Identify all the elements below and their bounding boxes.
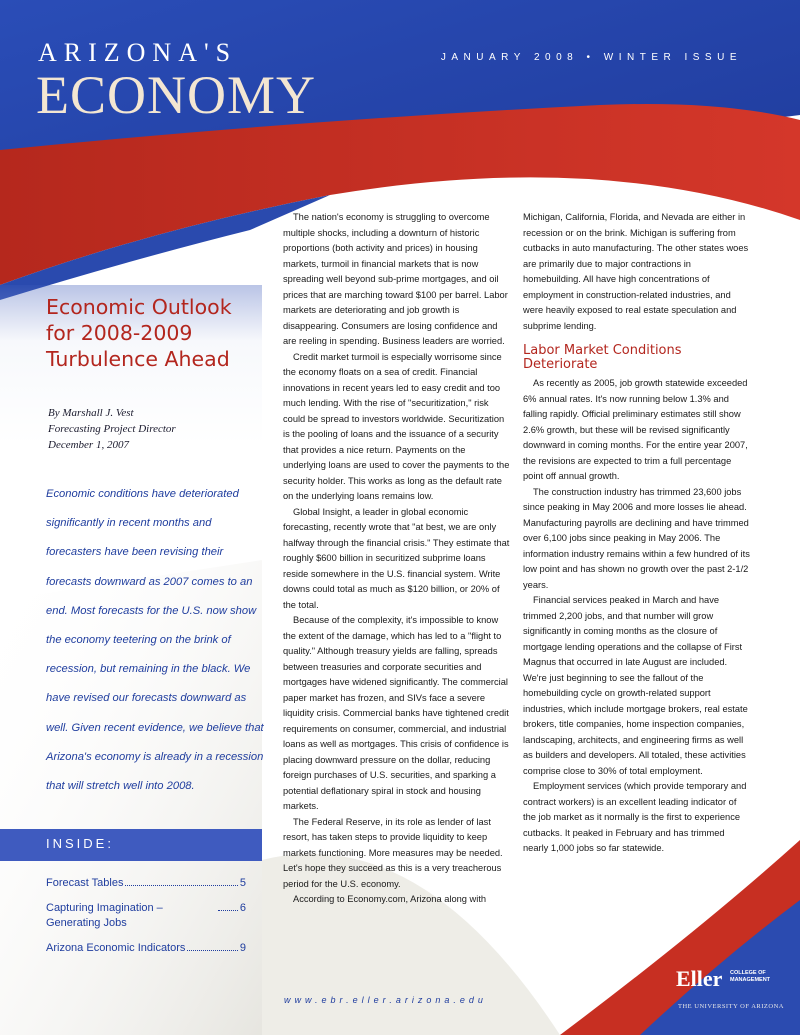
article-column-2 — [523, 210, 750, 857]
byline — [48, 405, 258, 453]
author-title: Forecasting Project Director — [48, 423, 176, 435]
paragraph: The construction industry has trimmed 23,600 jobs since peaking in May 2006 and more losses lie ahead. Manufacturing payrolls are declining and have trimmed over 6,100 jobs since peaking in May 2006. The information industry remains within a few hundred of its low point and has shown no growth over the past 2-1/2 years. — [523, 486, 750, 590]
paragraph: Financial services peaked in March and have trimmed 2,200 jobs, and that number will grow significantly in coming months as the closure of mortgage lending operations and the collapse of First Magnus that occurred in late August are included. We're just beginning to see the fallout of the homebuilding cycle on growth-related support industries, which include mortgage brokers, real estate brokers, title companies, home inspection companies, landscaping, architects, and engineering firms as well as builders and developers. All totaled, these activities comprise close to 30% of total employment. — [523, 595, 748, 776]
toc-leader — [125, 885, 237, 886]
headline-line: for 2008-2009 — [46, 321, 193, 345]
toc-title: Arizona Economic Indicators — [46, 942, 186, 954]
headline-line: Economic Outlook — [46, 295, 232, 319]
paragraph: The Federal Reserve, in its role as lender of last resort, has taken steps to provide liquidity to keep markets functioning. More measures may be needed. Let's hope they succeed as this is a very treacherous period for the U.S. economy. — [283, 816, 503, 889]
eller-logo: Eller — [676, 966, 723, 991]
eller-logo-subtitle: COLLEGE OF MANAGEMENT — [730, 970, 771, 983]
paragraph: Because of the complexity, it's impossible to know the extent of the damage, which has led to a "flight to quality." Although treasury yields are falling, spreads between treasuries and corporate securities and mortgages have widened significantly. The commercial paper market has frozen, and SIVs face a severe liquidity crisis. Commercial banks have tightened credit requirements on consumer, commercial, and industrial loans as well as mortgages. This crisis of confidence is placing downward pressure on the dollar, reducing foreign purchases of U.S. securities, and sparking a potential deflationary spiral in stock and housing markets. — [283, 615, 509, 811]
toc-page: 9 — [239, 942, 246, 954]
website-link[interactable]: www.ebr.eller.arizona.edu — [284, 995, 487, 1005]
headline-line: Turbulence Ahead — [46, 347, 230, 371]
section-heading-line: Deteriorate — [523, 357, 598, 372]
paragraph: According to Economy.com, Arizona along with — [293, 894, 487, 904]
toc-page: 6 — [239, 902, 246, 914]
toc-title: Forecast Tables — [46, 877, 124, 889]
toc-page: 5 — [239, 877, 246, 889]
article-summary: Economic conditions have deteriorated significantly in recent months and forecasters have been revising their forecasts downward as 2007 comes to an end. Most forecasts for the U.S. now show the economy teetering on the brink of recession, but remaining in the black. We have revised our forecasts downward as well. Given recent evidence, we believe that Arizona's economy is already in a recession that will stretch well into 2008. — [46, 488, 264, 793]
issue-date: JANUARY 2008 • WINTER ISSUE — [440, 52, 742, 63]
article-date: December 1, 2007 — [48, 439, 129, 451]
toc-title: Capturing Imagination – Generating Jobs — [46, 902, 163, 929]
paragraph: Global Insight, a leader in global economic forecasting, recently wrote that "at best, we are only halfway through the financial crisis." They estimate that roughly $600 billion in securitized subprime loans reside somewhere in the U.S. financial system. Write downs could total as much as $120 billion, or 20% of the total. — [283, 506, 510, 610]
toc-item-economic-indicators[interactable] — [46, 941, 246, 956]
article-column-1 — [283, 210, 510, 908]
university-name: THE UNIVERSITY OF ARIZONA — [678, 1003, 784, 1010]
table-of-contents — [46, 876, 246, 966]
inside-header — [0, 829, 262, 861]
article-headline — [46, 294, 256, 372]
inside-label: INSIDE: — [46, 836, 114, 851]
paragraph: Employment services (which provide temporary and contract workers) is an excellent leading indicator of the job market as it normally is the first to experience cutbacks. It peaked in February and has trimmed nearly 1,000 jobs so far statewide. — [523, 781, 747, 853]
masthead-title: ECONOMY — [36, 65, 317, 125]
toc-item-forecast-tables[interactable] — [46, 876, 246, 891]
masthead-subtitle: ARIZONA'S — [38, 38, 238, 67]
paragraph: The nation's economy is struggling to overcome multiple shocks, including a downturn of historic proportions (both activity and prices) in housing markets, turmoil in financial markets that is now spreading well beyond sub-prime mortgages, and oil prices that are marching toward $100 per barrel. Labor markets are deteriorating and job growth is disappearing. Consumers are losing confidence and are reeling in spending. Business leaders are worried. — [283, 212, 508, 346]
paragraph: Michigan, California, Florida, and Nevada are either in recession or on the brink. Michigan is suffering from cutbacks in auto manufacturing. The other states woes are primarily due to major contractions in homebuilding. All have high concentrations of employment in construction-related industries, and were heavily exposed to real estate speculation and subprime lending. — [523, 212, 749, 331]
toc-leader — [187, 950, 237, 951]
toc-leader — [218, 910, 238, 911]
paragraph: Credit market turmoil is especially worrisome since the economy floats on a sea of credit. Financial innovations in recent years led to easy credit and too much lending. With the rise of "securitization," risk could be spread to investors worldwide. Securitization is the pooling of loans and the issuance of a security that provides a nice return. Payments on the underlying loans are used to cover the payments to the security holder. This works as long as the default rate on the underlying loans remains low. — [283, 351, 510, 501]
toc-item-capturing-imagination[interactable] — [46, 901, 246, 931]
section-heading-line: Labor Market Conditions — [523, 343, 682, 358]
section-heading — [523, 344, 750, 372]
paragraph: As recently as 2005, job growth statewide exceeded 6% annual rates. It's now running below 1.3% and falling rapidly. Official preliminary estimates still show 2.6% growth, but these will be revised significantly downward in coming months. For the entire year 2007, the revisions are expected to trim a full percentage point off annual growth. — [523, 378, 748, 481]
author-name: By Marshall J. Vest — [48, 407, 134, 419]
